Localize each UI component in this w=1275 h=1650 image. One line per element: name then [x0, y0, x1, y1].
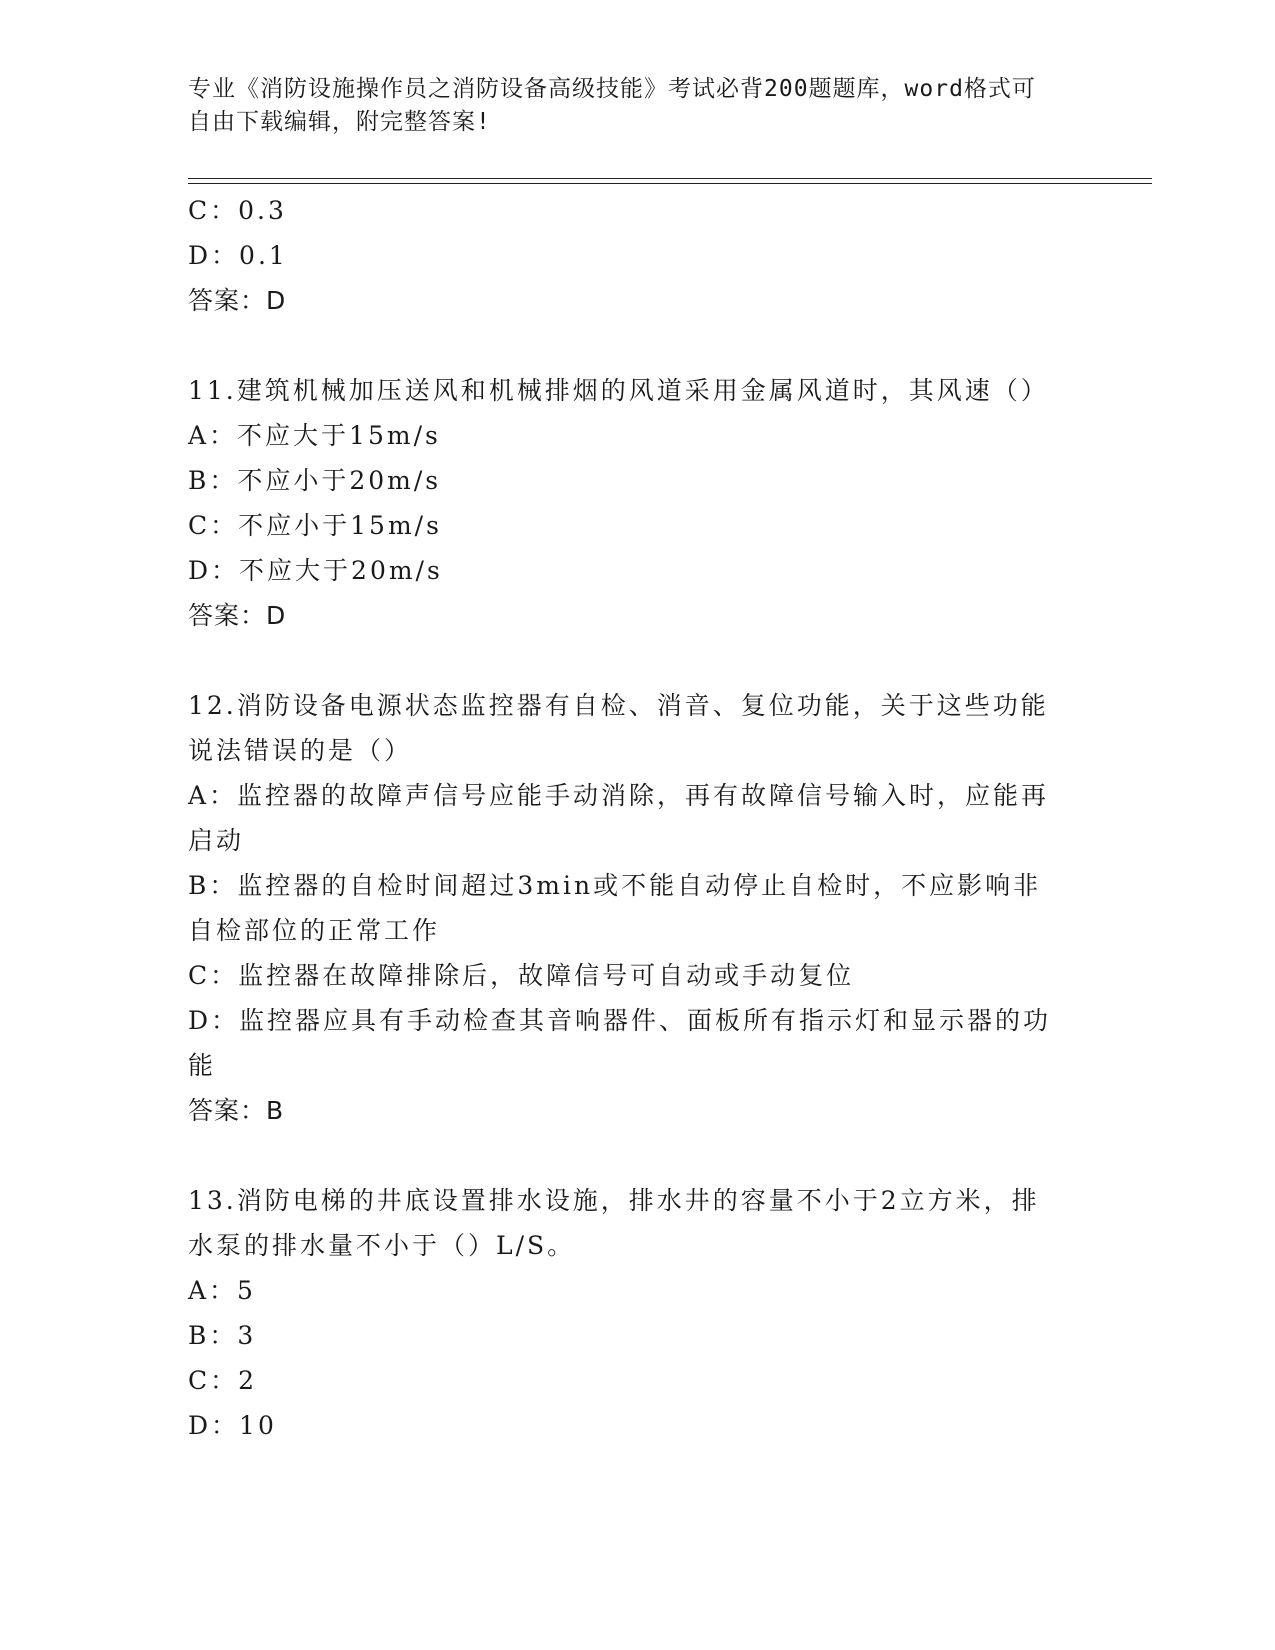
q12-stem-line-1: 12.消防设备电源状态监控器有自检、消音、复位功能，关于这些功能 — [188, 691, 1049, 720]
prev-answer: 答案：D — [188, 286, 287, 315]
q11-answer: 答案：D — [188, 601, 287, 630]
q13-stem-line-2: 水泵的排水量不小于（）L/S。 — [188, 1231, 576, 1260]
spacer — [188, 323, 1083, 368]
q13-option-b: B：3 — [188, 1321, 257, 1350]
header-line-1: 专业《消防设施操作员之消防设备高级技能》考试必背200题题库，word格式可 — [188, 76, 1036, 102]
q11-option-c: C：不应小于15m/s — [188, 511, 442, 540]
spacer — [188, 1133, 1083, 1178]
spacer — [188, 638, 1083, 683]
page-header — [188, 73, 1068, 139]
q13-option-d: D：10 — [188, 1411, 277, 1440]
q12-option-d-line-2: 能 — [188, 1051, 217, 1080]
question-content — [188, 188, 1083, 1448]
prev-option-d: D：0.1 — [188, 241, 288, 270]
q12-option-b-line-2: 自检部位的正常工作 — [188, 916, 441, 945]
q12-answer: 答案：B — [188, 1096, 285, 1125]
q12-option-b-line-1: B：监控器的自检时间超过3min或不能自动停止自检时，不应影响非 — [188, 871, 1042, 900]
q11-option-a: A：不应大于15m/s — [188, 421, 441, 450]
header-divider-bottom — [188, 183, 1152, 184]
header-divider-top — [188, 178, 1152, 179]
q12-stem-line-2: 说法错误的是（） — [188, 736, 413, 765]
q12-option-d-line-1: D：监控器应具有手动检查其音响器件、面板所有指示灯和显示器的功 — [188, 1006, 1052, 1035]
q13-stem-line-1: 13.消防电梯的井底设置排水设施，排水井的容量不小于2立方米，排 — [188, 1186, 1040, 1215]
q11-stem: 11.建筑机械加压送风和机械排烟的风道采用金属风道时，其风速（） — [188, 376, 1049, 405]
q13-option-a: A：5 — [188, 1276, 256, 1305]
q13-option-c: C：2 — [188, 1366, 258, 1395]
header-line-2: 自由下载编辑，附完整答案! — [188, 109, 491, 135]
q11-option-d: D：不应大于20m/s — [188, 556, 443, 585]
q12-option-c: C：监控器在故障排除后，故障信号可自动或手动复位 — [188, 961, 855, 990]
q11-option-b: B：不应小于20m/s — [188, 466, 442, 495]
prev-option-c: C：0.3 — [188, 196, 287, 225]
q12-option-a-line-2: 启动 — [188, 826, 245, 855]
q12-option-a-line-1: A：监控器的故障声信号应能手动消除，再有故障信号输入时，应能再 — [188, 781, 1050, 810]
